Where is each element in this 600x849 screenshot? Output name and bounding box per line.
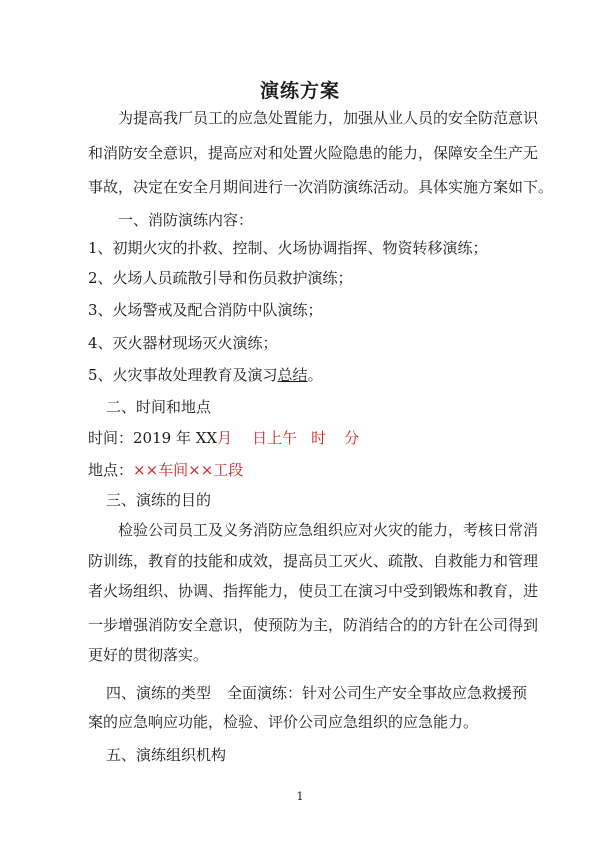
section3-heading: 三、演练的目的 bbox=[106, 491, 212, 509]
section3-line-3: 者火场组织、协调、指挥能力，使员工在演习中受到锻炼和教育，进 bbox=[88, 582, 539, 600]
page-title: 演练方案 bbox=[259, 80, 340, 102]
item5-prefix: 5、火灾事故处理教育及演习 bbox=[88, 366, 278, 384]
time-label: 时间：2019 年 XX bbox=[88, 429, 218, 447]
item5-underlined: 总结 bbox=[277, 366, 308, 384]
intro-line-3: 事故，决定在安全月期间进行一次消防演练活动。具体实施方案如下。 bbox=[88, 178, 554, 196]
section4-heading: 四、演练的类型 bbox=[106, 684, 212, 702]
section1-item-2: 2、火场人员疏散引导和伤员救护演练； bbox=[88, 269, 353, 287]
intro-line-1: 为提高我厂员工的应急处置能力，加强从业人员的安全防范意识 bbox=[118, 109, 539, 127]
section1-item-3: 3、火场警戒及配合消防中队演练； bbox=[88, 301, 323, 319]
section2-heading: 二、时间和地点 bbox=[106, 398, 212, 416]
page-number: 1 bbox=[296, 790, 304, 803]
section4-type: 全面演练： bbox=[227, 684, 303, 702]
section3-line-1: 检验公司员工及义务消防应急组织应对火灾的能力，考核日常消 bbox=[118, 521, 539, 539]
time-hour: 时 bbox=[311, 429, 327, 447]
intro-line-2: 和消防安全意识，提高应对和处置火险隐患的能力，保障安全生产无 bbox=[88, 144, 539, 162]
time-day: 日上午 bbox=[252, 429, 298, 447]
section3-line-4: 一步增强消防安全意识，使预防为主，防消结合的的方针在公司得到 bbox=[88, 616, 539, 634]
section1-item-1: 1、初期火灾的扑救、控制、火场协调指挥、物资转移演练； bbox=[88, 239, 488, 257]
section5-heading: 五、演练组织机构 bbox=[106, 746, 227, 764]
time-minute: 分 bbox=[344, 429, 360, 447]
section1-heading: 一、消防演练内容： bbox=[118, 211, 254, 229]
section1-item-4: 4、灭火器材现场灭火演练； bbox=[88, 334, 278, 352]
time-line bbox=[88, 428, 359, 448]
section3-line-2: 防训练，教育的技能和成效，提高员工灭火、疏散、自救能力和管理 bbox=[88, 552, 539, 570]
section3-line-5: 更好的贯彻落实。 bbox=[88, 646, 209, 664]
place-value: ××车间××工段 bbox=[133, 461, 244, 479]
section1-item-5 bbox=[88, 365, 323, 385]
item5-suffix: 。 bbox=[307, 366, 323, 384]
place-line bbox=[88, 460, 243, 480]
section4-desc-1: 针对公司生产安全事故应急救援预 bbox=[302, 684, 528, 702]
time-month: 月 bbox=[217, 429, 233, 447]
section4-line-2: 案的应急响应功能，检验、评价公司应急组织的应急能力。 bbox=[88, 713, 479, 731]
place-label: 地点： bbox=[88, 461, 134, 479]
section4-line-1 bbox=[106, 683, 527, 703]
